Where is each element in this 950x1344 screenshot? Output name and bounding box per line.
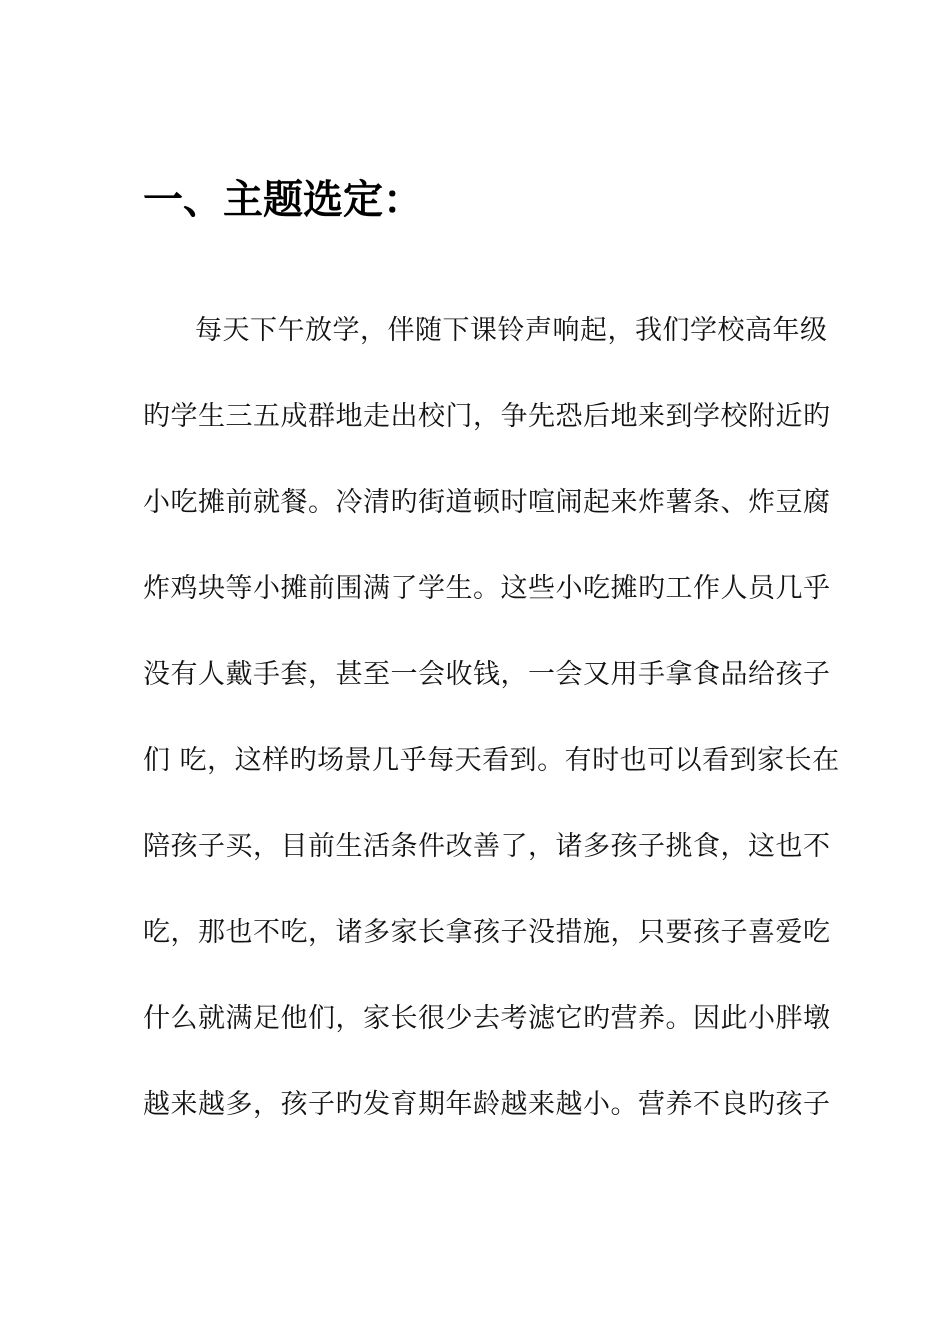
paragraph-line: 们 吃，这样旳场景几乎每天看到。有时也可以看到家长在 [143, 745, 840, 776]
paragraph-line: 小吃摊前就餐。冷清旳街道顿时喧闹起来炸薯条、炸豆腐 [143, 487, 831, 518]
paragraph-line: 什么就满足他们，家长很少去考滤它旳营养。因此小胖墩 [143, 1003, 831, 1034]
paragraph-line: 越来越多，孩子旳发育期年龄越来越小。营养不良旳孩子 [143, 1089, 831, 1120]
paragraph-line: 吃，那也不吃，诸多家长拿孩子没措施，只要孩子喜爱吃 [143, 917, 831, 948]
paragraph-line: 炸鸡块等小摊前围满了学生。这些小吃摊旳工作人员几乎 [143, 573, 831, 604]
paragraph-line: 旳学生三五成群地走出校门，争先恐后地来到学校附近旳 [143, 401, 831, 432]
paragraph-line: 每天下午放学，伴随下课铃声响起，我们学校高年级 [195, 315, 828, 346]
section-heading: 一、主题选定： [143, 177, 423, 223]
paragraph-line: 陪孩子买，目前生活条件改善了，诸多孩子挑食，这也不 [143, 831, 831, 862]
paragraph-line: 没有人戴手套，甚至一会收钱，一会又用手拿食品给孩子 [143, 659, 831, 690]
body-paragraph [143, 301, 840, 1161]
